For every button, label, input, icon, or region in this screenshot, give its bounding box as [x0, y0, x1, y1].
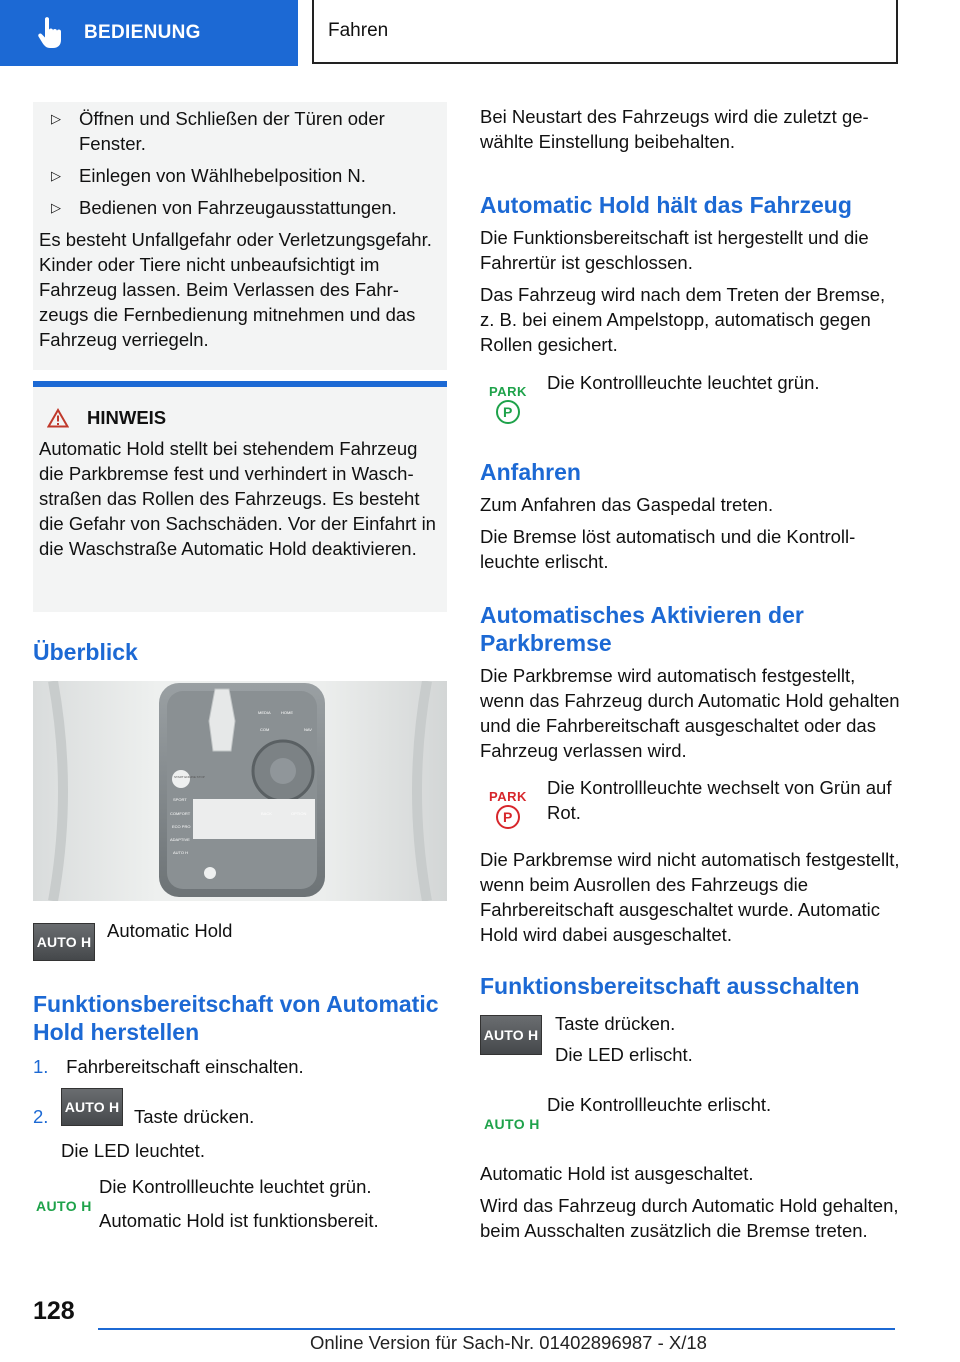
off-p1: Automatic Hold ist ausgeschaltet. [480, 1163, 754, 1184]
console-label: SPORT [173, 797, 187, 802]
console-label: MEDIA [258, 710, 271, 715]
heading-herstellen: Funktionsbereitschaft von Automatic Hold herstellen [33, 991, 439, 1045]
step-number: 1. [33, 1056, 49, 1077]
list-item: ▷ Öffnen und Schließen der Türen oder Fenster. [37, 106, 437, 156]
heading-anfahren: Anfahren [480, 459, 581, 485]
list-item: ▷ Bedienen von Fahrzeugausstattungen. [37, 195, 437, 220]
center-console-image [33, 681, 447, 901]
chapter-tab [0, 0, 298, 66]
off-p2: Wird das Fahrzeug durch Automatic Hold gehalten, beim Ausschalten zusätzlich die Bremse treten. [480, 1195, 899, 1241]
list-item: ▷ Einlegen von Wählhebelposition N. [37, 163, 437, 188]
park-red-text: Die Kontrollleuchte wechselt von Grün auf Rot. [547, 777, 892, 823]
step-1: 1. Fahrbereitschaft einschalten. [33, 1056, 304, 1077]
step-number: 2. [33, 1106, 49, 1127]
page-header [0, 0, 960, 66]
console-label: ECO PRO [172, 824, 191, 829]
haelt-p2: Das Fahrzeug wird nach dem Treten der Bremse, z. B. bei einem Ampelstopp, automatisch gegen Rollen gesichert. [480, 284, 886, 355]
auto-h-button-icon: AUTO H [480, 1015, 542, 1055]
hand-pointer-icon [32, 13, 72, 53]
auto-h-indicator-icon: AUTO H [36, 1198, 92, 1214]
auto-h-button-icon: AUTO H [33, 923, 95, 961]
park-indicator-red-icon: PARK P [489, 789, 527, 829]
indicator-green-text: Die Kontrollleuchte leuchtet grün. [99, 1176, 372, 1197]
auto-h-indicator-icon: AUTO H [484, 1116, 540, 1132]
console-label: HOME [281, 710, 293, 715]
console-label: START ENGINE STOP [174, 775, 205, 779]
step-2: 2. AUTO H Taste drücken. [33, 1088, 447, 1138]
page-number: 128 [33, 1297, 75, 1325]
warning-box [33, 102, 447, 370]
indicator-off-text: Die Kontrollleuchte erlischt. [547, 1094, 772, 1115]
console-label: COM [260, 727, 270, 732]
footer-online-version: Online Version für Sach-Nr. 01402896987 - X/18 [310, 1332, 707, 1353]
warning-triangle-icon [47, 408, 69, 428]
hinweis-text: Automatic Hold stellt bei stehendem Fahrzeug die Parkbremse fest und verhindert in Waschstraßen das Rollen des Fahrzeugs. Es besteht die Gefahr von Sachschäden. Vor der Einfahrt in die Waschstraße Automatic Hold deaktivieren. [39, 438, 436, 559]
btn-press-text: Taste drücken. [555, 1013, 676, 1034]
heading-aktivieren: Automatisches Aktivieren der Parkbremse [480, 602, 804, 656]
console-label: ADAPTIVE [170, 837, 190, 842]
section-label: Fahren [328, 20, 389, 41]
anfahren-p1: Zum Anfahren das Gaspedal treten. [480, 494, 774, 515]
heading-haelt: Automatic Hold hält das Fahrzeug [480, 192, 852, 218]
console-label: OPTION [291, 811, 307, 816]
heading-ueberblick: Überblick [33, 639, 138, 665]
led-on-text: Die LED leuchtet. [61, 1140, 205, 1161]
triangle-bullet-icon: ▷ [51, 200, 61, 215]
triangle-bullet-icon: ▷ [51, 111, 61, 126]
restart-text: Bei Neustart des Fahrzeugs wird die zuletzt gewählte Einstellung beibehalten. [480, 106, 869, 152]
section-box [312, 0, 898, 64]
warning-text: Es besteht Unfallgefahr oder Verletzungsgefahr. Kinder oder Tiere nicht unbeaufsichtigt im Fahrzeug lassen. Beim Verlassen des Fahrzeugs die Fernbedienung mitnehmen und das Fahrzeug verriegeln. [39, 229, 432, 350]
anfahren-p2: Die Bremse löst automatisch und die Kontrollleuchte erlischt. [480, 526, 856, 572]
auto-h-caption: Automatic Hold [107, 920, 233, 941]
park-green-text: Die Kontrollleuchte leuchtet grün. [547, 372, 820, 393]
ready-text: Automatic Hold ist funktionsbereit. [99, 1210, 379, 1231]
console-label: AUTO H [173, 850, 189, 855]
auto-h-button-icon: AUTO H [61, 1088, 123, 1126]
console-label: COMFORT [170, 811, 191, 816]
led-off-text: Die LED erlischt. [555, 1044, 693, 1065]
console-label: NAV [304, 727, 312, 732]
aktivieren-p2: Die Parkbremse wird nicht automatisch festgestellt, wenn beim Ausrollen des Fahrzeugs die Fahrbereitschaft ausgeschaltet wurde. Automatic Hold wird dabei ausgeschaltet. [480, 849, 900, 945]
haelt-p1: Die Funktionsbereitschaft ist hergestellt und die Fahrertür ist geschlossen. [480, 227, 869, 273]
triangle-bullet-icon: ▷ [51, 168, 61, 183]
hinweis-title: HINWEIS [87, 407, 167, 428]
park-indicator-green-icon: PARK P [489, 384, 527, 424]
console-label: BACK [261, 811, 272, 816]
heading-ausschalten: Funktionsbereitschaft ausschalten [480, 973, 860, 999]
hinweis-box [33, 387, 447, 612]
aktivieren-p1: Die Parkbremse wird automatisch festgestellt, wenn das Fahrzeug durch Automatic Hold gehalten und die Fahrbereitschaft ausgeschaltet oder das Fahrzeug verlassen wird. [480, 665, 900, 761]
footer-rule [98, 1328, 895, 1330]
chapter-label: BEDIENUNG [84, 22, 201, 43]
